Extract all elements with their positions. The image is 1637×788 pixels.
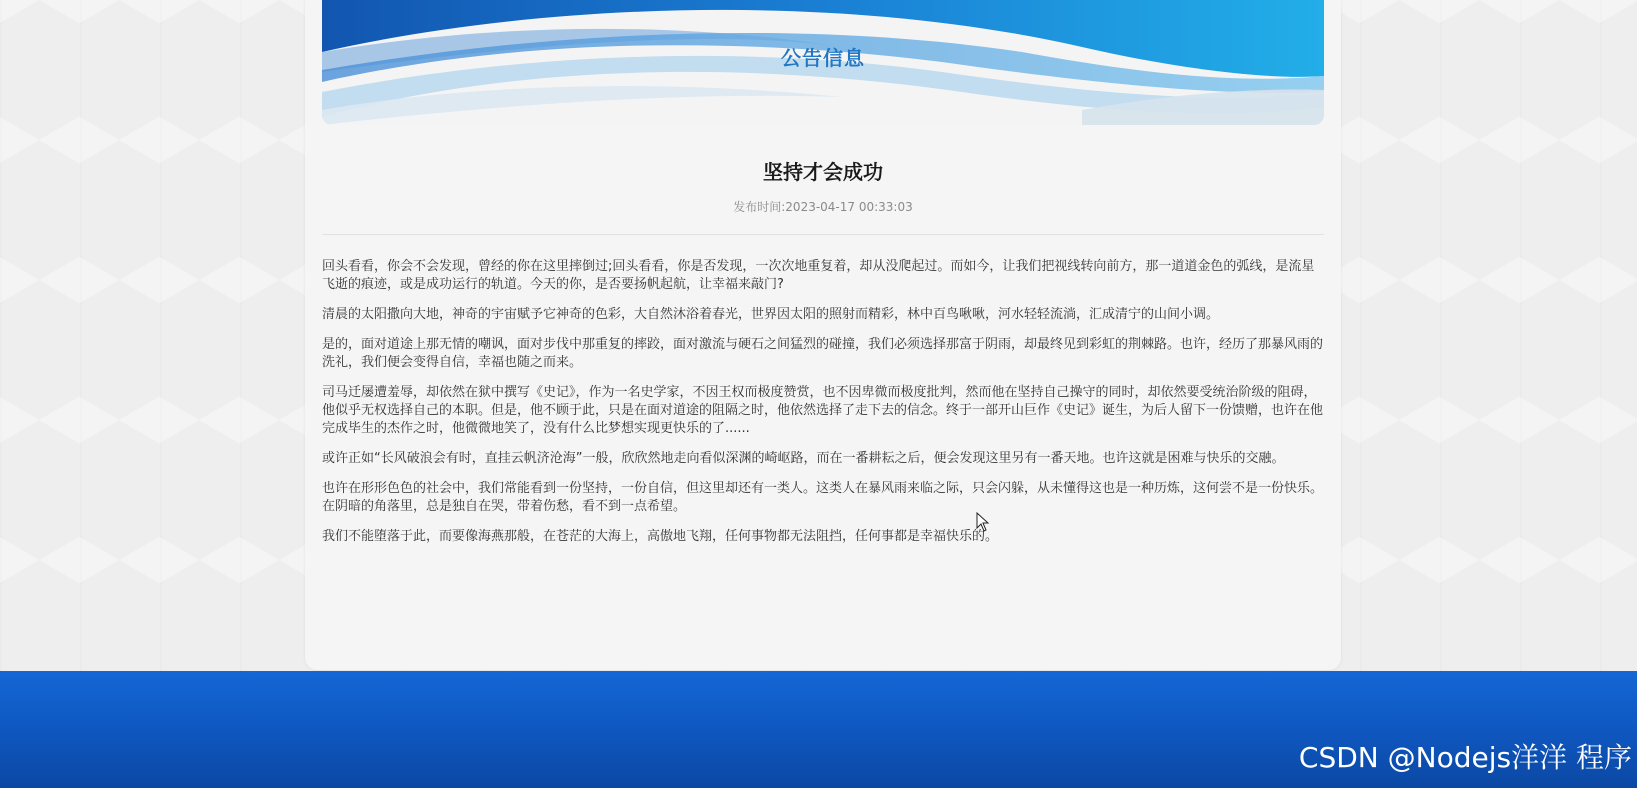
article-paragraph: 司马迁屡遭羞辱，却依然在狱中撰写《史记》，作为一名史学家，不因王权而极度赞赏，也不因卑微而极度批判，然而他在坚持自己操守的同时，却依然要受统治阶级的阻碍，他似乎无权选择自己的本职。但是，他不顾于此，只是在面对道途的阻隔之时，他依然选择了走下去的信念。终于一部开山巨作《史记》诞生，为后人留下一份馈赠，也许在他完成毕生的杰作之时，他微微地笑了，没有什么比梦想实现更快乐的了...... <box>322 385 1324 436</box>
article-paragraph: 也许在形形色色的社会中，我们常能看到一份坚持，一份自信，但这里却还有一类人。这类人在暴风雨来临之际，只会闪躲，从未懂得这也是一种历炼，这何尝不是一份快乐。在阴暗的角落里，总是独自在哭，带着伤愁，看不到一点希望。 <box>322 481 1324 514</box>
article-paragraph: 或许正如“长风破浪会有时，直挂云帆济沧海”一般，欣欣然地走向看似深渊的崎岖路，而在一番耕耘之后，便会发现这里另有一番天地。也许这就是困难与快乐的交融。 <box>322 451 1285 466</box>
article-paragraph: 我们不能堕落于此，而要像海燕那般，在苍茫的大海上，高傲地飞翔，任何事物都无法阻挡，任何事都是幸福快乐的。 <box>322 529 999 544</box>
article-paragraph: 是的，面对道途上那无情的嘲讽，面对步伐中那重复的摔跤，面对激流与硬石之间猛烈的碰撞，我们必须选择那富于阴雨，却最终见到彩虹的荆棘路。也许，经历了那暴风雨的洗礼，我们便会变得自信，幸福也随之而来。 <box>322 337 1324 370</box>
mouse-cursor-icon <box>976 512 990 536</box>
publish-time-value: 2023-04-17 00:33:03 <box>785 200 913 214</box>
csdn-watermark: CSDN @Nodejs洋洋 程序 <box>1298 741 1632 774</box>
title-divider <box>322 234 1324 235</box>
publish-time-label: 发布时间: <box>733 200 786 214</box>
banner-title: 公告信息 <box>781 46 865 70</box>
article-content <box>322 258 1324 558</box>
article-title: 坚持才会成功 <box>763 160 883 184</box>
notice-banner <box>322 0 1324 125</box>
article-paragraph: 清晨的太阳撒向大地，神奇的宇宙赋予它神奇的色彩，大自然沐浴着春光，世界因太阳的照射而精彩，林中百鸟啾啾，河水轻轻流淌，汇成清宁的山间小调。 <box>322 307 1220 322</box>
publish-time <box>322 198 1324 215</box>
article-paragraph: 回头看看，你会不会发现，曾经的你在这里摔倒过;回头看看，你是否发现，一次次地重复着，却从没爬起过。而如今，让我们把视线转向前方，那一道道金色的弧线，是流星飞逝的痕迹，或是成功运行的轨道。今天的你，是否要扬帆起航，让幸福来敲门? <box>322 259 1315 292</box>
footer-bar <box>0 671 1637 788</box>
